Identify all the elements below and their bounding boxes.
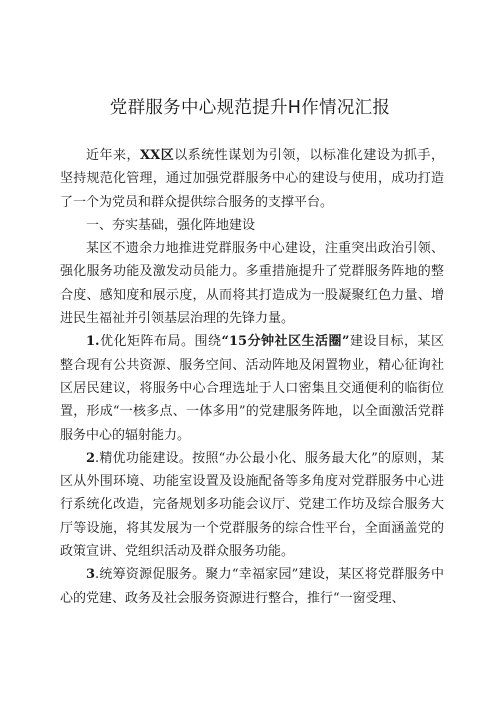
item3-paragraph xyxy=(60,563,444,610)
item3-label: 3 xyxy=(86,567,96,583)
item1-highlight: “15分钟社区生活圈” xyxy=(221,334,350,350)
intro-rest: 以系统性谋划为引领，以标准化建设为抓手，坚持规范化管理，通过加强党群服务中心的建设与使用，成功打造了一个为党员和群众提供综合服务的支撑平台。 xyxy=(60,148,444,210)
item1-paragraph xyxy=(60,330,444,446)
section1-heading: 一、夯实基础，强化阵地建设 xyxy=(86,217,256,233)
item2-text: .精优功能建设。按照“办公最小化、服务最大化”的原则，某区从外围环境、功能室设置及设施配备等多角度对党群服务中心进行系统化改造，完备规划多功能会议厅、党建工作坊及综合服务大厅等设施，将其发展为一个党群服务的综合性平台，全面涵盖党的政策宣讲、党组织活动及群众服务功能。 xyxy=(60,450,444,560)
item1-label: 1. xyxy=(86,334,100,350)
intro-paragraph xyxy=(60,144,444,214)
item2-label: 2 xyxy=(86,450,96,466)
document-body xyxy=(60,144,444,610)
intro-district: XX区 xyxy=(140,148,175,163)
item2-paragraph xyxy=(60,447,444,563)
document-title: 党群服务中心规范提升H作情况汇报 xyxy=(109,98,391,118)
intro-lead: 近年来， xyxy=(86,148,141,163)
section1-paragraph: 某区不遗余力地推进党群服务中心建设，注重突出政治引领、强化服务功能及激发动员能力。多重措施提升了党群服务阵地的整合度、感知度和展示度，从而将其打造成为一股凝聚红色力量、增进民生福祉并引领基层治理的先锋力量。 xyxy=(60,241,444,327)
item3-text: .统筹资源促服务。聚力“幸福家园”建设，某区将党群服务中心的党建、政务及社会服务资源进行整合，推行“一窗受理、 xyxy=(60,567,444,606)
item1-rest: 建设目标，某区整合现有公共资源、服务空间、活动阵地及闲置物业，精心征询社区居民建议，将服务中心合理选址于人口密集且交通便利的临街位置，形成“一核多点、一体多用”的党建服务阵地，以全面激活党群服务中心的辐射能力。 xyxy=(60,334,444,443)
item1-text: 优化矩阵布局。围绕 xyxy=(99,334,222,350)
